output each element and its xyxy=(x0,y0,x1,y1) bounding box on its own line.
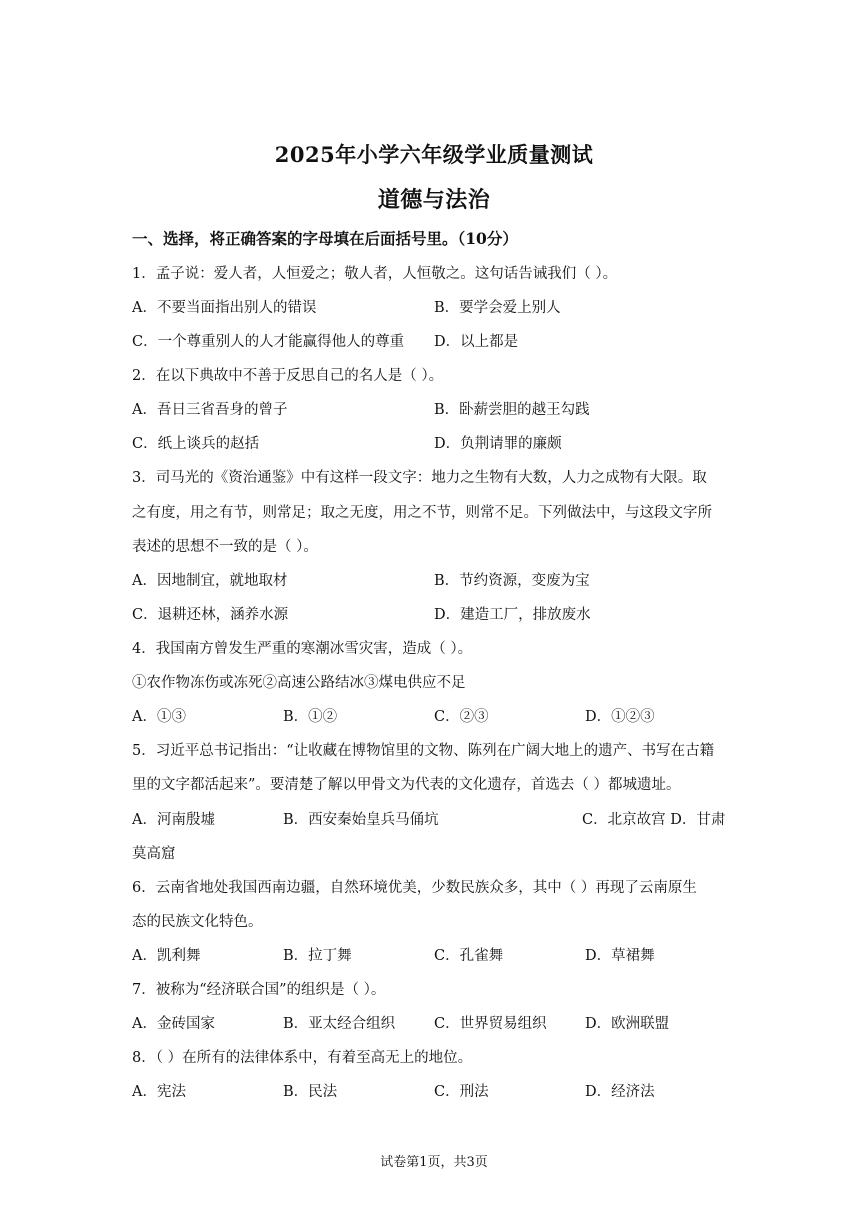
exam-title: 2025年小学六年级学业质量测试 xyxy=(274,142,594,167)
question-6-stem-line-1: 6．云南省地处我国西南边疆，自然环境优美，少数民族众多，其中（ ）再现了云南原生 xyxy=(132,880,697,896)
question-5-stem-line-2: 里的文字都活起来”。要清楚了解以甲骨文为代表的文化遗存，首选去（ ）都城遗址。 xyxy=(132,777,681,793)
question-3-option-d: D．建造工厂，排放废水 xyxy=(434,607,591,623)
question-8-option-c: C．刑法 xyxy=(434,1084,489,1100)
question-8-option-d: D．经济法 xyxy=(585,1084,655,1100)
question-6-option-c: C．孔雀舞 xyxy=(434,948,504,964)
question-7-option-d: D．欧洲联盟 xyxy=(585,1016,670,1032)
question-7-stem: 7．被称为“经济联合国”的组织是（ ）。 xyxy=(132,982,386,998)
question-4-stem: 4．我国南方曾发生严重的寒潮冰雪灾害，造成（ ）。 xyxy=(132,641,473,657)
question-1-option-c: C．一个尊重别人的人才能赢得他人的尊重 xyxy=(132,334,405,350)
question-5-stem-line-1: 5．习近平总书记指出：“让收藏在博物馆里的文物、陈列在广阔大地上的遗产、书写在古籍 xyxy=(132,743,715,759)
question-7-option-a: A．金砖国家 xyxy=(132,1016,215,1032)
question-2-stem: 2．在以下典故中不善于反思自己的名人是（ ）。 xyxy=(132,368,444,384)
question-3-stem-line-3: 表述的思想不一致的是（ ）。 xyxy=(132,539,318,555)
question-1-stem: 1．孟子说：爱人者，人恒爱之；敬人者，人恒敬之。这句话告诫我们（ ）。 xyxy=(132,266,618,282)
question-1-option-b: B．要学会爱上别人 xyxy=(434,300,561,316)
question-3-stem-line-2: 之有度，用之有节，则常足；取之无度，用之不节，则常不足。下列做法中，与这段文字所 xyxy=(132,505,712,521)
question-6-option-d: D．草裙舞 xyxy=(585,948,655,964)
question-5-option-d-continued: 莫高窟 xyxy=(132,846,176,862)
question-8-option-b: B．民法 xyxy=(283,1084,338,1100)
question-6-option-b: B．拉丁舞 xyxy=(283,948,352,964)
question-6-option-a: A．凯利舞 xyxy=(132,948,201,964)
subject-title: 道德与法治 xyxy=(377,187,491,213)
question-2-option-d: D．负荆请罪的廉颇 xyxy=(434,436,562,452)
question-1-option-a: A．不要当面指出别人的错误 xyxy=(132,300,317,316)
question-3-option-c: C．退耕还林，涵养水源 xyxy=(132,607,289,623)
question-4-statements: ①农作物冻伤或冻死②高速公路结冰③煤电供应不足 xyxy=(132,675,466,691)
question-6-stem-line-2: 态的民族文化特色。 xyxy=(132,914,263,930)
question-4-option-a: A．①③ xyxy=(132,709,186,725)
question-7-option-c: C．世界贸易组织 xyxy=(434,1016,547,1032)
question-4-option-b: B．①② xyxy=(283,709,338,725)
question-5-option-b: B．西安秦始皇兵马俑坑 xyxy=(283,812,439,828)
question-3-option-a: A．因地制宜，就地取材 xyxy=(132,573,288,589)
question-1-option-d: D．以上都是 xyxy=(434,334,519,350)
page-footer: 试卷第1页，共3页 xyxy=(380,1155,488,1170)
question-8-stem: 8．（ ）在所有的法律体系中，有着至高无上的地位。 xyxy=(132,1050,473,1066)
question-5-option-a: A．河南殷墟 xyxy=(132,812,215,828)
question-4-option-c: C．②③ xyxy=(434,709,489,725)
question-3-stem-line-1: 3．司马光的《资治通鉴》中有这样一段文字：地力之生物有大数，人力之成物有大限。取 xyxy=(132,470,707,486)
question-2-option-b: B．卧薪尝胆的越王勾践 xyxy=(434,402,590,418)
question-4-option-d: D．①②③ xyxy=(585,709,655,725)
section-heading: 一、选择，将正确答案的字母填在后面括号里。（10分） xyxy=(132,229,518,248)
question-7-option-b: B．亚太经合组织 xyxy=(283,1016,396,1032)
question-8-option-a: A．宪法 xyxy=(132,1084,186,1100)
question-2-option-a: A．吾日三省吾身的曾子 xyxy=(132,402,288,418)
question-5-option-c-d: C．北京故宫 D．甘肃 xyxy=(582,812,726,828)
question-3-option-b: B．节约资源，变废为宝 xyxy=(434,573,590,589)
question-2-option-c: C．纸上谈兵的赵括 xyxy=(132,436,260,452)
